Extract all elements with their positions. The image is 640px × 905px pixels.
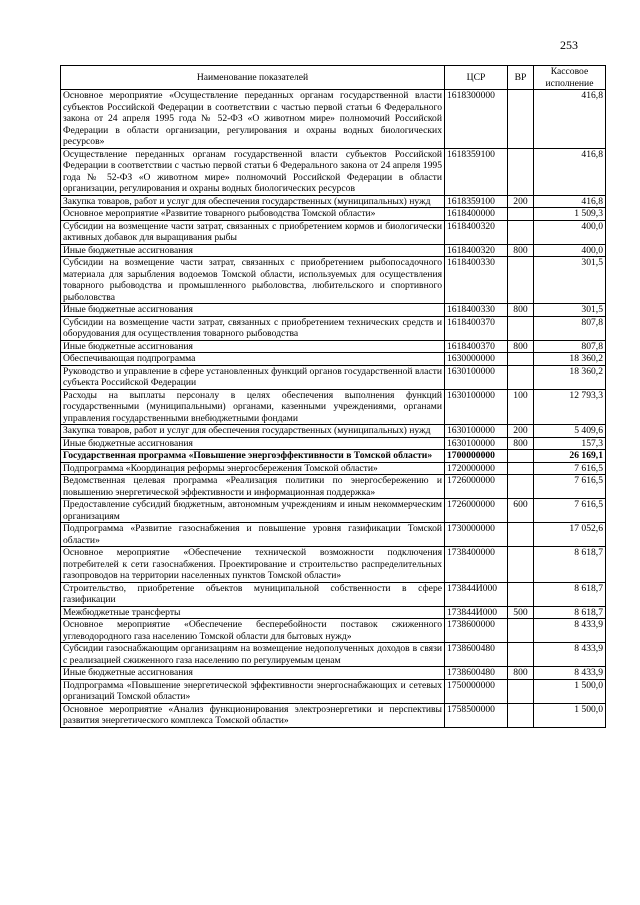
cell-csr: 1630100000 [445, 425, 508, 438]
table-header-row [61, 66, 606, 90]
table-row [61, 606, 606, 619]
cell-vr [508, 148, 534, 195]
header-name: Наименование показателей [61, 66, 445, 90]
cell-sum: 5 409,6 [534, 425, 606, 438]
cell-sum: 416,8 [534, 195, 606, 208]
cell-vr: 200 [508, 195, 534, 208]
cell-csr: 1630000000 [445, 353, 508, 366]
cell-name: Расходы на выплаты персоналу в целях обеспечения выполнения функций государственными (муниципальными) органами, казенными учреждениями, органами управления государственными внебюджетными фондами [61, 389, 445, 425]
table-row [61, 547, 606, 583]
cell-csr: 1618400370 [445, 316, 508, 340]
cell-csr: 1720000000 [445, 462, 508, 475]
cell-csr: 1726000000 [445, 499, 508, 523]
cell-csr: 1738600480 [445, 643, 508, 667]
cell-name: Государственная программа «Повышение энергоэффективности в Томской области» [61, 450, 445, 463]
cell-name: Закупка товаров, работ и услуг для обеспечения государственных (муниципальных) нужд [61, 195, 445, 208]
cell-name: Основное мероприятие «Осуществление переданных органам государственной власти субъектов Российской Федерации в соответствии с частью первой статьи 6 Федерального закона от 24 апреля 1995 года № 52-ФЗ «О животном мире» полномочий Российской Федерации в области организации, регулирования и охраны водных биологических ресурсов» [61, 90, 445, 149]
cell-sum: 8 433,9 [534, 643, 606, 667]
table-row [61, 475, 606, 499]
budget-table [60, 65, 606, 728]
cell-csr: 1726000000 [445, 475, 508, 499]
table-row [61, 304, 606, 317]
table-row [61, 643, 606, 667]
cell-name: Ведомственная целевая программа «Реализация политики по энергосбережению и повышению энергетической эффективности и информационная поддержка» [61, 475, 445, 499]
cell-csr: 1618359100 [445, 148, 508, 195]
cell-name: Предоставление субсидий бюджетным, автономным учреждениям и иным некоммерческим организациям [61, 499, 445, 523]
cell-sum: 12 793,3 [534, 389, 606, 425]
cell-sum: 8 618,7 [534, 606, 606, 619]
cell-sum: 1 500,0 [534, 679, 606, 703]
cell-sum: 400,0 [534, 220, 606, 244]
cell-sum: 18 360,2 [534, 365, 606, 389]
table-row [61, 220, 606, 244]
cell-vr [508, 523, 534, 547]
cell-sum: 1 500,0 [534, 703, 606, 727]
table-row [61, 703, 606, 727]
cell-csr: 1630100000 [445, 365, 508, 389]
cell-vr [508, 475, 534, 499]
cell-csr: 1700000000 [445, 450, 508, 463]
table-row [61, 257, 606, 304]
cell-name: Иные бюджетные ассигнования [61, 437, 445, 450]
cell-sum: 7 616,5 [534, 462, 606, 475]
cell-name: Основное мероприятие «Развитие товарного рыбоводства Томской области» [61, 208, 445, 221]
cell-vr: 800 [508, 340, 534, 353]
table-row [61, 148, 606, 195]
page-number: 253 [560, 38, 578, 52]
cell-csr: 1618359100 [445, 195, 508, 208]
cell-sum: 8 433,9 [534, 619, 606, 643]
cell-name: Строительство, приобретение объектов муниципальной собственности в сфере газификации [61, 582, 445, 606]
cell-sum: 1 509,3 [534, 208, 606, 221]
table-row [61, 437, 606, 450]
cell-vr [508, 643, 534, 667]
cell-vr [508, 582, 534, 606]
cell-sum: 7 616,5 [534, 475, 606, 499]
cell-vr [508, 208, 534, 221]
cell-name: Иные бюджетные ассигнования [61, 667, 445, 680]
header-sum: Кассовое исполнение [534, 66, 606, 90]
cell-vr: 500 [508, 606, 534, 619]
cell-name: Основное мероприятие «Анализ функционирования электроэнергетики и перспективы развития энергетического комплекса Томской области» [61, 703, 445, 727]
cell-vr [508, 316, 534, 340]
cell-csr: 173844И000 [445, 582, 508, 606]
table-row [61, 425, 606, 438]
table-row [61, 462, 606, 475]
cell-csr: 173844И000 [445, 606, 508, 619]
table-row [61, 499, 606, 523]
cell-sum: 807,8 [534, 340, 606, 353]
cell-sum: 8 618,7 [534, 547, 606, 583]
cell-name: Подпрограмма «Координация реформы энергосбережения Томской области» [61, 462, 445, 475]
cell-name: Субсидии на возмещение части затрат, связанных с приобретением рыбопосадочного материала для зарыбления водоемов Томской области, используемых для осуществления товарного рыбоводства и промышленного рыболовства, любительского и спортивного рыболовства [61, 257, 445, 304]
cell-csr: 1630100000 [445, 437, 508, 450]
cell-name: Субсидии на возмещение части затрат, связанных с приобретением технических средств и оборудования для осуществления товарного рыбоводства [61, 316, 445, 340]
cell-sum: 18 360,2 [534, 353, 606, 366]
cell-csr: 1750000000 [445, 679, 508, 703]
cell-name: Основное мероприятие «Обеспечение технической возможности подключения потребителей к сети газоснабжения. Проектирование и строительство распределительных газопроводов на территории населенных пунктов Томской области» [61, 547, 445, 583]
cell-name: Субсидии газоснабжающим организациям на возмещение недополученных доходов в связи с реализацией сжиженного газа населению по регулируемым ценам [61, 643, 445, 667]
cell-vr [508, 257, 534, 304]
cell-vr [508, 547, 534, 583]
table-row [61, 523, 606, 547]
cell-sum: 8 433,9 [534, 667, 606, 680]
table-body [61, 90, 606, 728]
table-row [61, 389, 606, 425]
cell-name: Иные бюджетные ассигнования [61, 340, 445, 353]
cell-name: Закупка товаров, работ и услуг для обеспечения государственных (муниципальных) нужд [61, 425, 445, 438]
cell-name: Межбюджетные трансферты [61, 606, 445, 619]
cell-name: Иные бюджетные ассигнования [61, 304, 445, 317]
table-row [61, 340, 606, 353]
cell-vr: 800 [508, 304, 534, 317]
table-row [61, 619, 606, 643]
table-row [61, 667, 606, 680]
cell-vr [508, 679, 534, 703]
cell-csr: 1630100000 [445, 389, 508, 425]
cell-sum: 8 618,7 [534, 582, 606, 606]
cell-csr: 1618400320 [445, 220, 508, 244]
cell-vr: 800 [508, 667, 534, 680]
cell-name: Подпрограмма «Развитие газоснабжения и повышение уровня газификации Томской области» [61, 523, 445, 547]
cell-sum: 416,8 [534, 148, 606, 195]
cell-vr: 800 [508, 244, 534, 257]
cell-vr [508, 90, 534, 149]
cell-vr: 800 [508, 437, 534, 450]
cell-csr: 1730000000 [445, 523, 508, 547]
cell-csr: 1618300000 [445, 90, 508, 149]
cell-sum: 807,8 [534, 316, 606, 340]
cell-csr: 1758500000 [445, 703, 508, 727]
cell-name: Основное мероприятие «Обеспечение бесперебойности поставок сжиженного углеводородного газа населению Томской области для бытовых нужд» [61, 619, 445, 643]
cell-csr: 1738600000 [445, 619, 508, 643]
table-row [61, 195, 606, 208]
cell-csr: 1618400330 [445, 257, 508, 304]
cell-vr [508, 462, 534, 475]
table-row [61, 679, 606, 703]
table-row [61, 582, 606, 606]
cell-vr [508, 619, 534, 643]
table-row [61, 244, 606, 257]
cell-csr: 1618400330 [445, 304, 508, 317]
cell-csr: 1738600480 [445, 667, 508, 680]
table-row [61, 450, 606, 463]
cell-sum: 7 616,5 [534, 499, 606, 523]
cell-csr: 1618400000 [445, 208, 508, 221]
cell-vr [508, 353, 534, 366]
cell-csr: 1738400000 [445, 547, 508, 583]
cell-name: Иные бюджетные ассигнования [61, 244, 445, 257]
cell-vr [508, 450, 534, 463]
cell-name: Руководство и управление в сфере установленных функций органов государственной власти субъекта Российской Федерации [61, 365, 445, 389]
cell-name: Подпрограмма «Повышение энергетической эффективности энергоснабжающих и сетевых организаций Томской области» [61, 679, 445, 703]
cell-vr: 600 [508, 499, 534, 523]
header-csr: ЦСР [445, 66, 508, 90]
cell-csr: 1618400370 [445, 340, 508, 353]
table-row [61, 316, 606, 340]
cell-csr: 1618400320 [445, 244, 508, 257]
cell-name: Обеспечивающая подпрограмма [61, 353, 445, 366]
cell-sum: 301,5 [534, 304, 606, 317]
cell-vr: 100 [508, 389, 534, 425]
cell-sum: 26 169,1 [534, 450, 606, 463]
cell-name: Осуществление переданных органам государственной власти субъектов Российской Федерации в соответствии с частью первой статьи 6 Федерального закона от 24 апреля 1995 года № 52-ФЗ «О животном мире» полномочий Российской Федерации в области организации, регулирования и охраны водных биологических ресурсов [61, 148, 445, 195]
header-vr: ВР [508, 66, 534, 90]
cell-sum: 400,0 [534, 244, 606, 257]
cell-sum: 416,8 [534, 90, 606, 149]
cell-vr [508, 703, 534, 727]
table-row [61, 353, 606, 366]
cell-vr [508, 365, 534, 389]
cell-sum: 17 052,6 [534, 523, 606, 547]
table-row [61, 90, 606, 149]
cell-sum: 157,3 [534, 437, 606, 450]
cell-vr: 200 [508, 425, 534, 438]
table-row [61, 365, 606, 389]
table-row [61, 208, 606, 221]
cell-name: Субсидии на возмещение части затрат, связанных с приобретением кормов и биологически активных добавок для выращивания рыбы [61, 220, 445, 244]
cell-sum: 301,5 [534, 257, 606, 304]
cell-vr [508, 220, 534, 244]
